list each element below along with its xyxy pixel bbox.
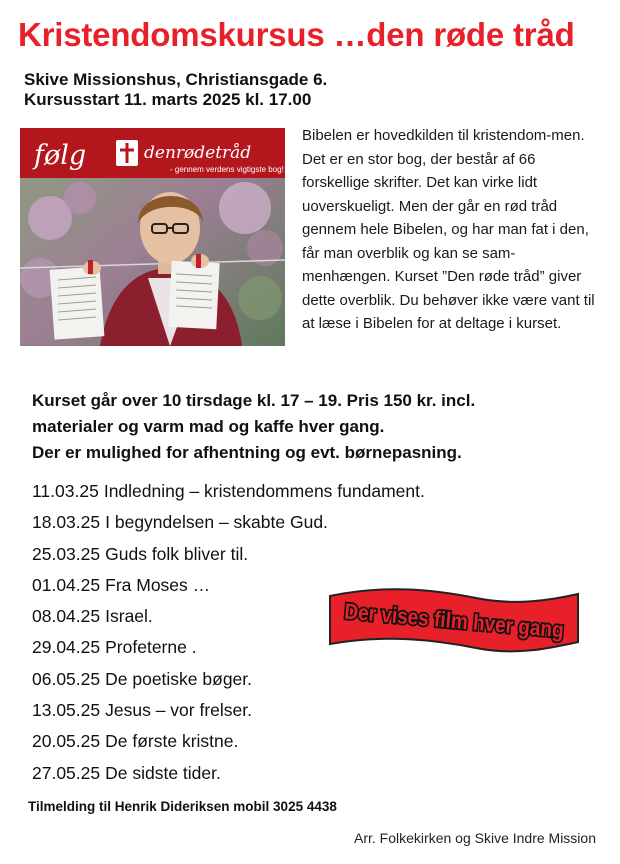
logo-tagline: - gennem verdens vigtigste bog!	[170, 165, 284, 174]
logo-name: denrødetråd	[144, 143, 252, 163]
schedule-topic: Israel.	[105, 606, 153, 627]
venue-address: Skive Missionshus, Christiansgade 6.	[24, 70, 328, 89]
schedule-date: 08.04.25	[32, 606, 101, 627]
course-start: Kursusstart 11. marts 2025 kl. 17.00	[24, 90, 312, 109]
film-banner	[326, 586, 582, 658]
schedule-item	[32, 476, 425, 507]
schedule-date: 18.03.25	[32, 512, 101, 533]
schedule-item	[32, 664, 425, 695]
intro-text: Bibelen er hovedkilden til kristendom-men. Det er en stor bog, der består af 66 forskellige skrifter. Det kan virke lidt uoverskueligt. Men der går en rød tråd gennem hele Bibelen, og har man fat i den, får man overblik og kan se sam-menhængen. Kurset ”Den røde tråd” giver dette overblik. Du behøver ikke være vant til at læse i Bibelen for at deltage i kurset.	[302, 127, 595, 332]
schedule-topic: Profeterne .	[105, 637, 197, 658]
details-line-2: materialer og varm mad og kaffe hver gang.	[32, 417, 385, 436]
details-line-1: Kurset går over 10 tirsdage kl. 17 – 19. Pris 150 kr. incl.	[32, 391, 476, 410]
course-photo	[20, 128, 285, 346]
organizers: Arr. Folkekirken og Skive Indre Mission	[354, 830, 596, 846]
schedule-topic: Guds folk bliver til.	[105, 543, 249, 564]
schedule-date: 29.04.25	[32, 637, 101, 658]
flyer-title: Kristendomskursus …den røde tråd	[18, 16, 575, 53]
schedule-item	[32, 507, 425, 538]
schedule-topic: I begyndelsen – skabte Gud.	[105, 512, 328, 533]
schedule-date: 20.05.25	[32, 731, 101, 752]
logo-word: følg	[34, 140, 87, 171]
schedule-topic: Indledning – kristendommens fundament.	[103, 481, 425, 501]
schedule-item	[32, 758, 425, 789]
schedule-item	[32, 539, 425, 570]
schedule-date: 01.04.25	[32, 574, 101, 595]
signup-info: Tilmelding til Henrik Dideriksen mobil 3025 4438	[28, 799, 337, 814]
schedule-date: 27.05.25	[32, 762, 101, 783]
schedule-date: 13.05.25	[32, 700, 101, 721]
schedule-date: 11.03.25	[32, 481, 99, 501]
schedule-topic: De sidste tider.	[105, 762, 221, 783]
schedule-date: 06.05.25	[32, 668, 101, 689]
schedule-topic: Fra Moses …	[105, 574, 211, 595]
schedule-item	[32, 726, 425, 757]
details-line-3: Der er mulighed for afhentning og evt. børnepasning.	[32, 443, 462, 462]
banner-text: Der vises film hver gang	[343, 598, 582, 646]
schedule-item	[32, 695, 425, 726]
course-details	[32, 388, 475, 466]
schedule-topic: Jesus – vor frelser.	[105, 700, 252, 721]
schedule-topic: De poetiske bøger.	[105, 668, 253, 689]
venue-block	[24, 70, 327, 110]
schedule-date: 25.03.25	[32, 543, 101, 564]
schedule-topic: De første kristne.	[105, 731, 239, 752]
